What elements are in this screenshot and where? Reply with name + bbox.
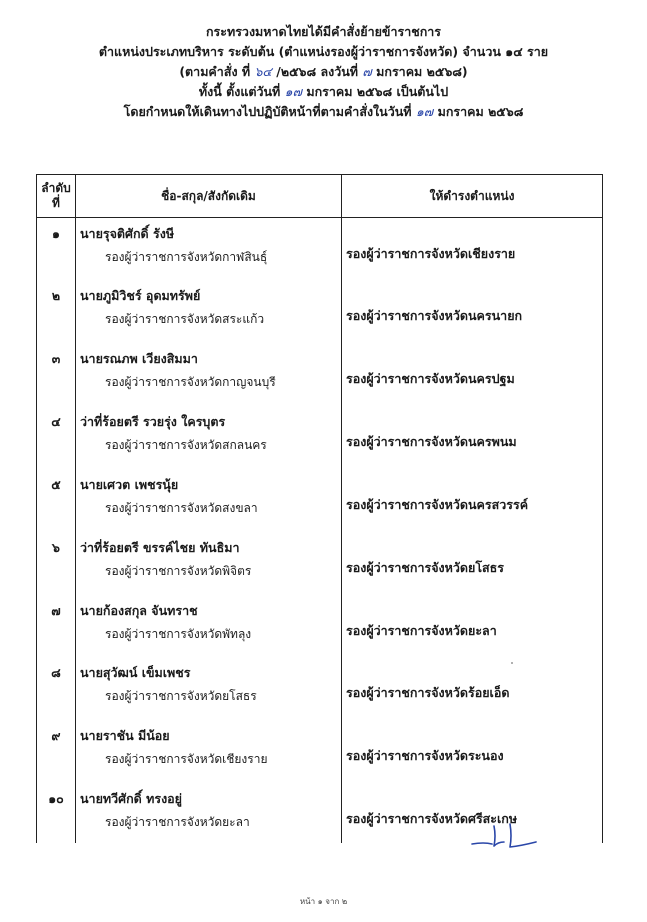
- transfer-table: [36, 174, 603, 843]
- row-number: ๓: [37, 343, 76, 406]
- person-cell: [76, 783, 342, 843]
- person-name: นายรุจติศักดิ์ รังษี: [80, 226, 175, 241]
- column-header-number-line-2: ที่: [52, 196, 60, 210]
- new-position: รองผู้ว่าราชการจังหวัดระนอง: [342, 720, 603, 783]
- handwritten-order-number: ๖๔: [254, 64, 272, 79]
- order-label: (ตามคำสั่ง ที่: [179, 64, 251, 79]
- former-position: รองผู้ว่าราชการจังหวัดสระแก้ว: [105, 312, 265, 327]
- former-position: รองผู้ว่าราชการจังหวัดยโสธร: [105, 689, 257, 704]
- new-position: รองผู้ว่าราชการจังหวัดเชียงราย: [342, 218, 603, 281]
- column-header-number-line-1: ลำดับ: [41, 181, 71, 195]
- row-number: ๑: [37, 218, 76, 281]
- person-cell: [76, 720, 342, 783]
- handwritten-order-date: ๗: [362, 64, 372, 79]
- person-name: นายรณภพ เวียงสิมมา: [80, 351, 198, 367]
- person-name: นายราชัน มีน้อย: [80, 728, 170, 744]
- header-line-2: ตำแหน่งประเภทบริหาร ระดับต้น (ตำแหน่งรองผู้ว่าราชการจังหวัด) จำนวน ๑๔ ราย: [98, 44, 549, 59]
- table-row: [37, 532, 603, 595]
- new-position: รองผู้ว่าราชการจังหวัดนครปฐม: [342, 343, 603, 406]
- column-header-number: [37, 175, 76, 218]
- former-position: รองผู้ว่าราชการจังหวัดยะลา: [105, 815, 250, 830]
- person-name: นายทวีศักดิ์ ทรงอยู่: [80, 791, 183, 807]
- row-number: ๙: [37, 720, 76, 783]
- table-row: [37, 595, 603, 658]
- effective-month: มกราคม ๒๕๖๘ เป็นต้นไป: [306, 84, 449, 99]
- row-number: ๒: [37, 280, 76, 343]
- new-position: รองผู้ว่าราชการจังหวัดร้อยเอ็ด: [342, 657, 603, 720]
- table-row: [37, 343, 603, 406]
- person-cell: [76, 657, 342, 720]
- table-row: [37, 469, 603, 532]
- new-position: รองผู้ว่าราชการจังหวัดยโสธร: [342, 532, 603, 595]
- page-number: หน้า ๑ จาก ๒: [299, 897, 348, 906]
- order-year-label: /๒๕๖๘ ลงวันที่: [276, 64, 359, 79]
- header-line-1: กระทรวงมหาดไทยได้มีคำสั่งย้ายข้าราชการ: [205, 24, 442, 39]
- person-cell: [76, 532, 342, 595]
- order-month-year: มกราคม ๒๕๖๘): [376, 64, 468, 79]
- table-row: [37, 720, 603, 783]
- row-number: ๘: [37, 657, 76, 720]
- person-cell: [76, 469, 342, 532]
- header-line-5: [0, 102, 647, 122]
- person-name: นายเศวต เพชรนุ้ย: [80, 476, 179, 492]
- person-cell: [76, 280, 342, 343]
- person-name: นายภูมิวิชร์ อุดมทรัพย์: [80, 288, 201, 304]
- person-cell: [76, 343, 342, 406]
- travel-label: โดยกำหนดให้เดินทางไปปฏิบัติหน้าที่ตามคำสั่งในวันที่: [123, 104, 412, 119]
- former-position: รองผู้ว่าราชการจังหวัดพัทลุง: [105, 626, 252, 641]
- row-number: ๖: [37, 532, 76, 595]
- table-row: [37, 280, 603, 343]
- row-number: ๔: [37, 406, 76, 469]
- handwritten-initials-signature: [470, 820, 540, 850]
- table-row: [37, 657, 603, 720]
- new-position: รองผู้ว่าราชการจังหวัดศรีสะเกษ: [342, 783, 603, 843]
- handwritten-effective-date: ๑๗: [284, 84, 303, 99]
- table-row: [37, 406, 603, 469]
- new-position: รองผู้ว่าราชการจังหวัดนครพนม: [342, 406, 603, 469]
- person-name: ว่าที่ร้อยตรี รวยรุ่ง ใครบุตร: [80, 414, 226, 430]
- travel-month: มกราคม ๒๕๖๘: [437, 104, 524, 119]
- person-name: ว่าที่ร้อยตรี ขรรค์ไชย ทันธิมา: [80, 539, 240, 555]
- person-name: นายสุวัฒน์ เข็มเพชร: [80, 665, 191, 681]
- former-position: รองผู้ว่าราชการจังหวัดพิจิตร: [105, 563, 252, 578]
- header-line-4: [0, 82, 647, 102]
- person-name: นายก้องสกุล จันทราช: [80, 602, 198, 618]
- former-position: รองผู้ว่าราชการจังหวัดสงขลา: [105, 500, 258, 515]
- row-number: ๕: [37, 469, 76, 532]
- row-number: ๑๐: [37, 783, 76, 843]
- person-cell: [76, 406, 342, 469]
- person-cell: [76, 595, 342, 658]
- scan-speck: [511, 662, 513, 664]
- document-header: [0, 22, 647, 122]
- handwritten-travel-date: ๑๗: [415, 104, 434, 119]
- new-position: รองผู้ว่าราชการจังหวัดนครสวรรค์: [342, 469, 603, 532]
- table-row: [37, 218, 603, 281]
- person-cell: [76, 218, 342, 281]
- effective-label: ทั้งนี้ ตั้งแต่วันที่: [198, 84, 281, 99]
- new-position: รองผู้ว่าราชการจังหวัดยะลา: [342, 595, 603, 658]
- former-position: รองผู้ว่าราชการจังหวัดกาญจนบุรี: [105, 375, 276, 390]
- header-line-3: [0, 62, 647, 82]
- former-position: รองผู้ว่าราชการจังหวัดกาฬสินธุ์: [105, 250, 268, 264]
- former-position: รองผู้ว่าราชการจังหวัดสกลนคร: [105, 438, 267, 453]
- column-header-name: ชื่อ-สกุล/สังกัดเดิม: [76, 175, 342, 218]
- former-position: รองผู้ว่าราชการจังหวัดเชียงราย: [105, 752, 268, 767]
- row-number: ๗: [37, 595, 76, 658]
- column-header-position: ให้ดำรงตำแหน่ง: [342, 175, 603, 218]
- new-position: รองผู้ว่าราชการจังหวัดนครนายก: [342, 280, 603, 343]
